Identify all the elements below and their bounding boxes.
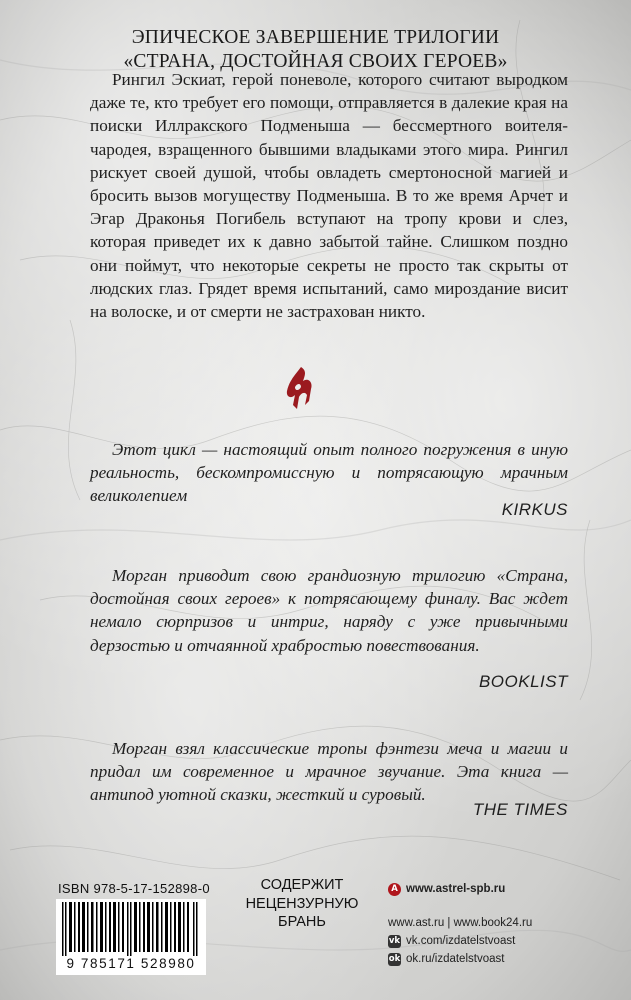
link-vk[interactable] [388,932,588,950]
link-astrel-text: www.astrel-spb.ru [406,883,506,895]
headline-line-2: «СТРАНА, ДОСТОЙНАЯ СВОИХ ГЕРОЕВ» [123,51,508,72]
link-vk-text: vk.com/izdatelstvoast [406,935,516,947]
link-astrel[interactable] [388,880,588,898]
review-booklist-source: BOOKLIST [478,672,568,691]
synopsis: Рингил Эскиат, герой поневоле, которого считают выродком даже те, кто требует его помощи, отправляется в далекие края на поиски Иллракского Подменыша — бессмертного воителя-чародея, взращенного бывшими владыками этого мира. Рингил рискует своей душой, чтобы овладеть смертоносной магией и бросить вызов могуществу Подменыша. В то же время Арчет и Эгар Драконья Погибель вступают на тропу крови и слез, которая приведет их к давно забытой тайне. Слишком поздно они поймут, что некоторые секреты не просто так скрыты от людских глаз. Грядет время испытаний, само мироздание висит на волоске, и от смерти не застрахован никто. [90,70,568,322]
review-kirkus-source: KIRKUS [501,500,568,519]
review-kirkus-text: Этот цикл — настоящий опыт полного погружения в иную реальность, бескомпромиссную и потрясающую мрачным великолепием [90,440,568,506]
link-sites[interactable] [388,914,588,932]
barcode-digits: 9 785171 528980 [66,956,196,971]
isbn-label: ISBN 978-5-17-152898-0 [58,881,210,896]
odnoklassniki-icon: ok [388,954,401,964]
barcode-bars [60,902,202,956]
headline [60,26,571,74]
link-sites-text: www.ast.ru | www.book24.ru [388,917,533,929]
link-ok[interactable] [388,950,588,968]
warning-line-3: БРАНЬ [278,914,326,930]
review-times-text: Морган взял классические тропы фэнтези меча и магии и придал им современное и мрачное звучание. Эта книга — антипод уютной сказки, жесткий и суровый. [90,739,568,805]
publisher-links [388,880,588,968]
review-times-source: THE TIMES [472,800,568,819]
barcode [56,899,206,975]
headline-line-1: ЭПИЧЕСКОЕ ЗАВЕРШЕНИЕ ТРИЛОГИИ [131,27,500,48]
warning-line-2: НЕЦЕНЗУРНУЮ [245,895,359,912]
link-ok-text: ok.ru/izdatelstvoast [406,953,505,965]
review-booklist-text: Морган приводит свою грандиозную трилогию «Страна, достойная своих героев» к потрясающему финалу. Вас ждет немало сюрпризов и интриг, наряду с уже привычными дерзостью и отчаянной храбростью повествования. [90,566,568,655]
vk-icon: vk [388,936,401,946]
content-warning [232,876,372,932]
publisher-emblem-icon [283,365,317,411]
warning-line-1: СОДЕРЖИТ [260,877,344,893]
astrel-logo-icon: A [388,883,401,896]
